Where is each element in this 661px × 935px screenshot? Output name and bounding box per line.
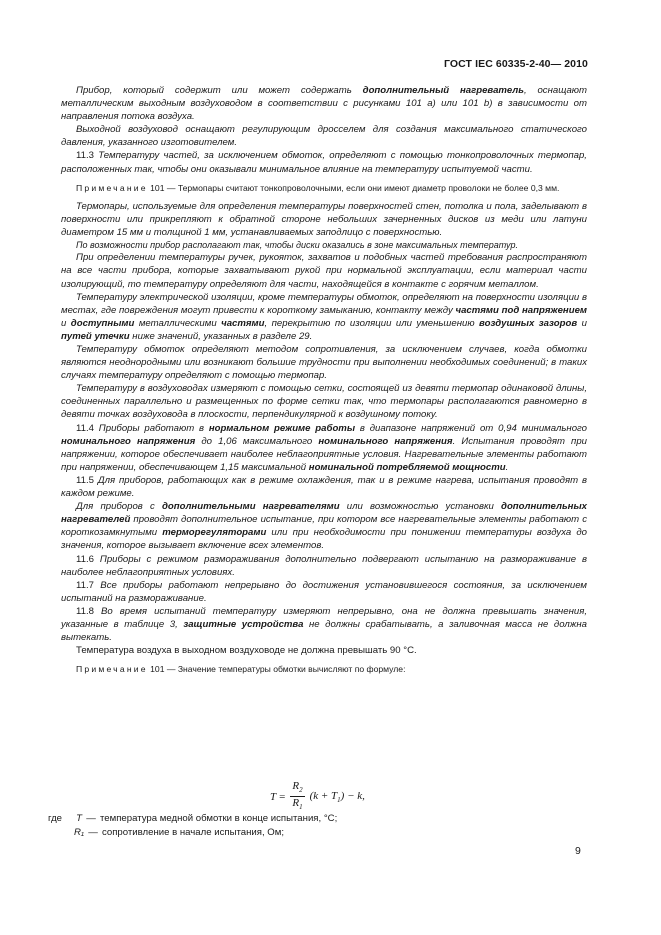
paragraph: Для приборов с дополнительными нагревателями или возможностью установки дополнительных нагревателей проводят дополнительное испытание, при котором все нагревательные элементы работают с короткозамкнутыми терморегуляторами или при необходимости при понижении температуры воздуха до значения, которое вызывает включение всех элементов.	[61, 501, 587, 552]
paragraph: При определении температуры ручек, рукояток, захватов и подобных частей требования распространяют на все части прибора, которые захватывают рукой при нормальной эксплуатации, если материал части изолирующий, то температуру определяют для части, находящейся в контакте с горячим металлом.	[61, 252, 587, 290]
paragraph: Выходной воздуховод оснащают регулирующим дросселем для создания максимального статического давления, указанного изготовителем.	[61, 124, 587, 149]
clause-11-5: 11.5 Для приборов, работающих как в режиме охлаждения, так и в режиме нагрева, испытания проводят в каждом режиме.	[61, 474, 587, 500]
legend-row: R₁ — сопротивление в начале испытания, Ом;	[74, 827, 285, 838]
note-101: Примечание 101 — Термопары считают тонкопроволочными, если они имеют диаметр проволоки не более 0,3 мм.	[76, 182, 560, 193]
page-number: 9	[575, 845, 581, 857]
document-body	[61, 84, 587, 675]
clause-11-4: 11.4 Приборы работают в нормальном режиме работы в диапазоне напряжений от 0,94 минимального номинального напряжения до 1,06 максимального номинального напряжения. Испытания проводят при напряжении, которое обеспечивает наиболее неблагоприятные условия. Нагревательные элементы работают при напряжении, обеспечивающем 1,15 максимальной номинальной потребляемой мощности.	[61, 422, 587, 473]
clause-11-3: 11.3 Температуру частей, за исключением обмоток, определяют с помощью тонкопроволочных термопар, расположенных так, чтобы они оказывали минимальное влияние на температуру испытуемой части.	[61, 150, 587, 175]
clause-11-8: 11.8 Во время испытаний температуру измеряют непрерывно, она не должна превышать значения, указанные в таблице 3, защитные устройства не должны срабатывать, а заливочная масса не должна вытекать.	[61, 605, 587, 644]
paragraph: Температура воздуха в выходном воздуховоде не должна превышать 90 °С.	[76, 645, 417, 657]
legend-row: где T — температура медной обмотки в конце испытания, °С;	[48, 813, 338, 824]
note-101-formula: Примечание 101 — Значение температуры обмотки вычисляют по формуле:	[76, 664, 406, 675]
winding-temperature-formula: T = $\frac{R_2}{R_1}$ $(k + T_1) - k$,	[270, 780, 365, 812]
paragraph: Прибор, который содержит или может содержать дополнительный нагреватель, оснащают металлическим выходным воздуховодом в соответствии с рисунками 101 а) или 101 b) в зависимости от направления потока воздуха.	[61, 85, 588, 123]
paragraph: Температуру обмоток определяют методом сопротивления, за исключением случаев, когда обмотки являются неоднородными или возникают большие трудности при выполнении необходимых соединений; в таких случаях температуру определяют с помощью термопар.	[61, 344, 587, 382]
clause-11-7: 11.7 Все приборы работают непрерывно до достижения установившегося состояния, за исключением испытаний на размораживание.	[61, 579, 587, 604]
paragraph: Термопары, используемые для определения температуры поверхностей стен, потолка и пола, заделывают в поверхности или прикрепляют к обратной стороне небольших зачерненных дисков из меди или латуни диаметром 15 мм и толщиной 1 мм, устанавливаемых заподлицо с поверхностью.	[61, 200, 587, 238]
paragraph: Температуру в воздуховодах измеряют с помощью сетки, состоящей из девяти термопар одинаковой длины, соединенных параллельно и размещенных по форме сетки так, что термопары располагаются равномерно в девяти точках воздуховода в плоскости, перпендикулярной к воздушному потоку.	[61, 383, 587, 421]
clause-11-6: 11.6 Приборы с режимом размораживания дополнительно подвергают испытанию на размораживание в наиболее неблагоприятных условиях.	[61, 553, 587, 578]
paragraph: Температуру электрической изоляции, кроме температуры обмоток, определяют на поверхности изоляции в местах, где повреждения могут привести к короткому замыканию, контакту между частями под напряжением и доступными металлическими частями, перекрытию по изоляции или уменьшению воздушных зазоров и путей утечки ниже значений, указанных в разделе 29.	[61, 291, 588, 342]
paragraph: По возможности прибор располагают так, чтобы диски оказались в зоне максимальных температур.	[76, 239, 519, 250]
document-header: ГОСТ IEC 60335-2-40— 2010	[443, 58, 588, 70]
fraction: $\frac{R_2}{R_1}$	[292, 780, 303, 812]
